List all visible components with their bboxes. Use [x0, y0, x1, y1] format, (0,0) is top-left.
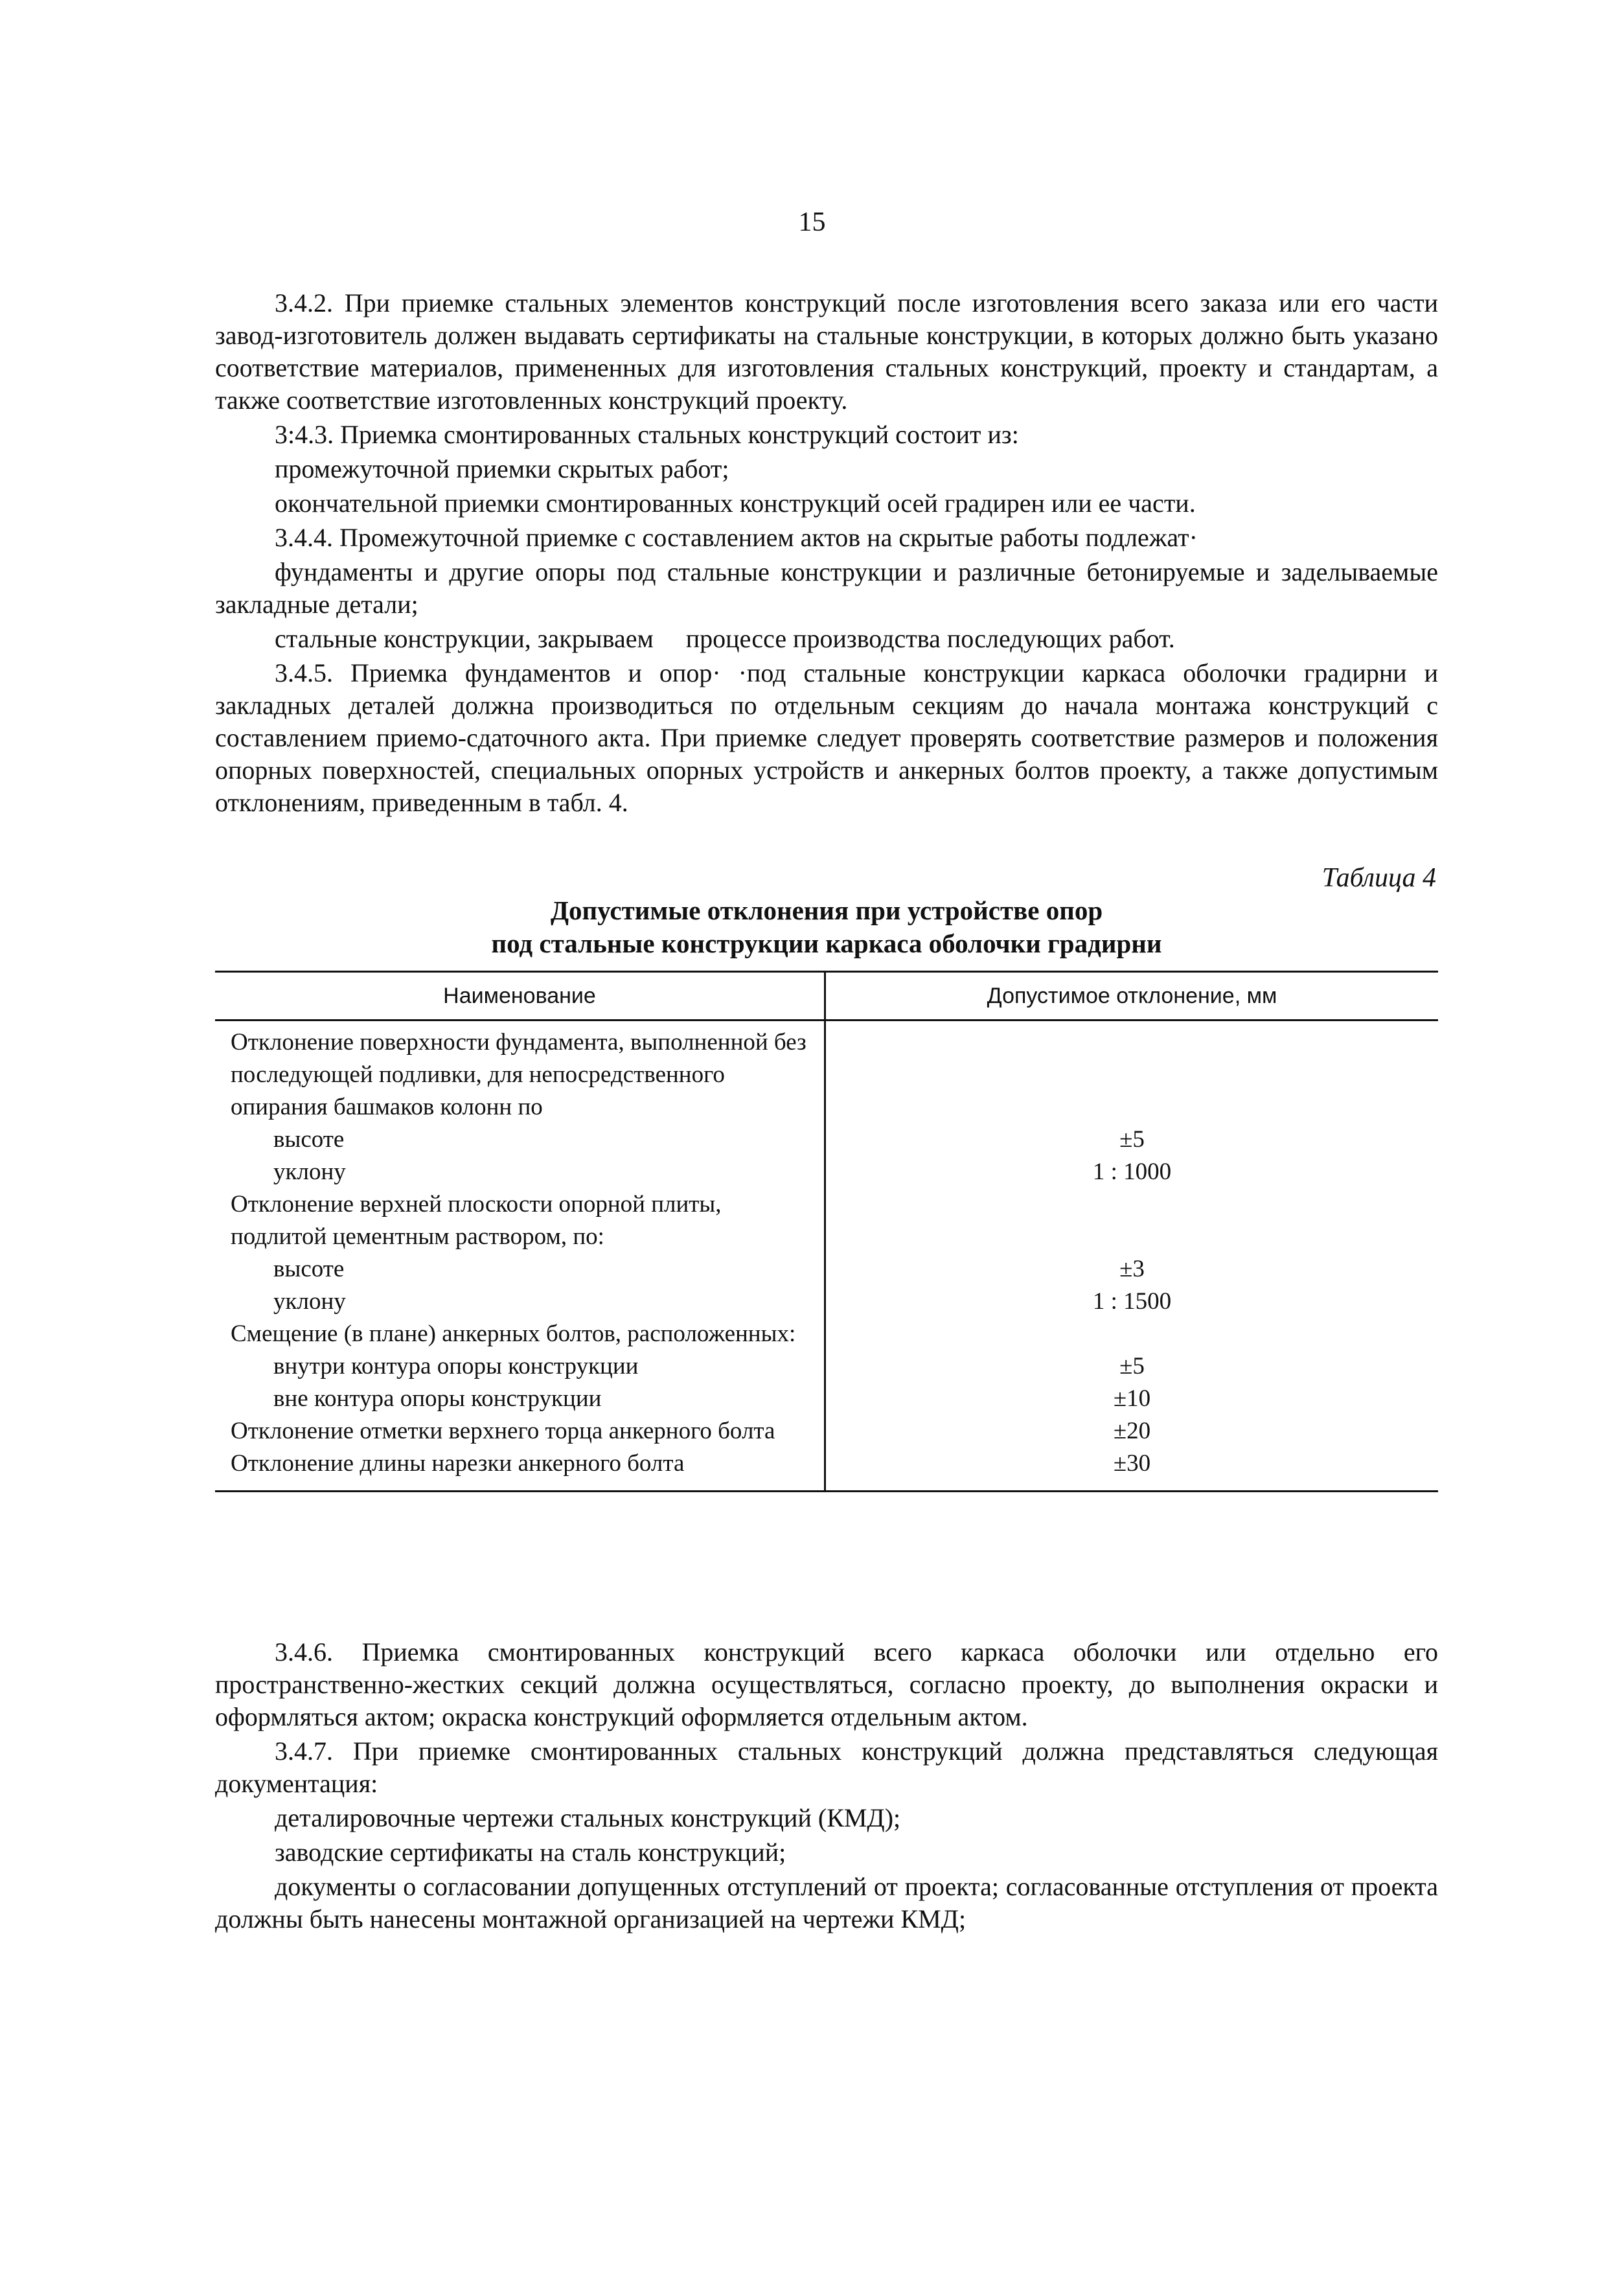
paragraph-3-4-7: 3.4.7. При приемке смонтированных стальных конструкций должна представляться следующая документация:: [215, 1736, 1438, 1798]
table-row: [215, 1188, 1438, 1253]
table-row: [215, 1156, 1438, 1188]
cell-name: вне контура опоры конструкции: [215, 1383, 825, 1415]
table-row: [215, 1021, 1438, 1124]
cell-value: ±20: [1113, 1418, 1151, 1444]
cell-name: уклону: [215, 1286, 825, 1318]
table-header-row: [215, 972, 1438, 1021]
cell-name: Смещение (в плане) анкерных болтов, расположенных:: [215, 1318, 825, 1350]
cell-name: высоте: [215, 1124, 825, 1156]
table-row: [215, 1318, 1438, 1350]
cell-name: Отклонение поверхности фундамента, выполненной без последующей подливки, для непосредственного опирания башмаков колонн по: [215, 1021, 825, 1124]
table-caption: [215, 894, 1438, 960]
paragraph-3-4-4: 3.4.4. Промежуточной приемке с составлением актов на скрытые работы подлежат·: [275, 523, 1198, 552]
cell-name: Отклонение верхней плоскости опорной плиты, подлитой цементным раствором, по:: [215, 1188, 825, 1253]
list-item: документы о согласовании допущенных отступлений от проекта; согласованные отступления от проекта должны быть нанесены монтажной организацией на чертежи КМД;: [215, 1872, 1438, 1933]
table-caption-line: Допустимые отклонения при устройстве опор: [550, 895, 1103, 925]
table-row: [215, 1448, 1438, 1492]
paragraph-3-4-3: 3:4.3. Приемка смонтированных стальных конструкций состоит из:: [275, 420, 1019, 449]
table-label: Таблица 4: [1321, 863, 1436, 893]
cell-value: ±10: [1113, 1385, 1151, 1412]
cell-value: 1 : 1500: [1092, 1288, 1172, 1315]
paragraph-3-4-6: 3.4.6. Приемка смонтированных конструкций всего каркаса оболочки или отдельно его пространственно-жестких секций должна осуществляться, согласно проекту, до выполнения окраски и оформляться актом; окраска конструкций оформляется отдельным актом.: [215, 1637, 1438, 1731]
tolerances-table: [215, 971, 1438, 1492]
cell-value: ±5: [1119, 1353, 1145, 1379]
cell-name: высоте: [215, 1253, 825, 1286]
paragraph-3-4-5: 3.4.5. Приемка фундаментов и опор· ·под стальные конструкции каркаса оболочки градирни и закладных деталей должна производиться по отдельным секциям до начала монтажа конструкций с составлением приемо-сдаточного акта. При приемке следует проверять соответствие размеров и положения опорных поверхностей, специальных опорных устройств и анкерных болтов проекту, а также допустимым отклонениям, приведенным в табл. 4.: [215, 658, 1438, 817]
cell-value: 1 : 1000: [1092, 1159, 1172, 1185]
table-row: [215, 1350, 1438, 1383]
text-block-bottom: [215, 1636, 1438, 1937]
cell-value: [825, 1188, 1439, 1253]
list-item: промежуточной приемки скрытых работ;: [275, 454, 729, 483]
table-caption-line: под стальные конструкции каркаса оболочки градирни: [491, 929, 1162, 958]
paragraph-3-4-2: 3.4.2. При приемке стальных элементов конструкций после изготовления всего заказа или его части завод-изготовитель должен выдавать сертификаты на стальные конструкции, в которых должно быть указано соответствие материалов, примененных для изготовления стальных конструкций, проекту и стандартам, а также соответствие изготовленных конструкций проекту.: [215, 288, 1438, 415]
table-row: [215, 1415, 1438, 1448]
list-item: стальные конструкции, закрываем процессе производства последующих работ.: [275, 624, 1175, 653]
cell-value: ±3: [1119, 1256, 1145, 1282]
header-value: Допустимое отклонение, мм: [825, 972, 1439, 1021]
list-item: окончательной приемки смонтированных конструкций осей градирен или ее части.: [275, 489, 1196, 518]
list-item: заводские сертификаты на сталь конструкций;: [275, 1838, 786, 1867]
table-row: [215, 1286, 1438, 1318]
cell-name: уклону: [215, 1156, 825, 1188]
page-number: 15: [798, 207, 826, 237]
cell-name: Отклонение отметки верхнего торца анкерного болта: [215, 1415, 825, 1448]
text-block-top: [215, 287, 1438, 821]
cell-name: Отклонение длины нарезки анкерного болта: [215, 1448, 825, 1492]
header-name: Наименование: [215, 972, 825, 1021]
table-row: [215, 1383, 1438, 1415]
cell-value: [825, 1318, 1439, 1350]
cell-value: [825, 1021, 1439, 1124]
cell-value: ±5: [1119, 1126, 1145, 1153]
table-row: [215, 1124, 1438, 1156]
cell-value: ±30: [825, 1448, 1439, 1492]
list-item: фундаменты и другие опоры под стальные конструкции и различные бетонируемые и заделываемые закладные детали;: [215, 557, 1438, 619]
table-row: [215, 1253, 1438, 1286]
list-item: деталировочные чертежи стальных конструкций (КМД);: [275, 1803, 901, 1832]
cell-name: внутри контура опоры конструкции: [215, 1350, 825, 1383]
